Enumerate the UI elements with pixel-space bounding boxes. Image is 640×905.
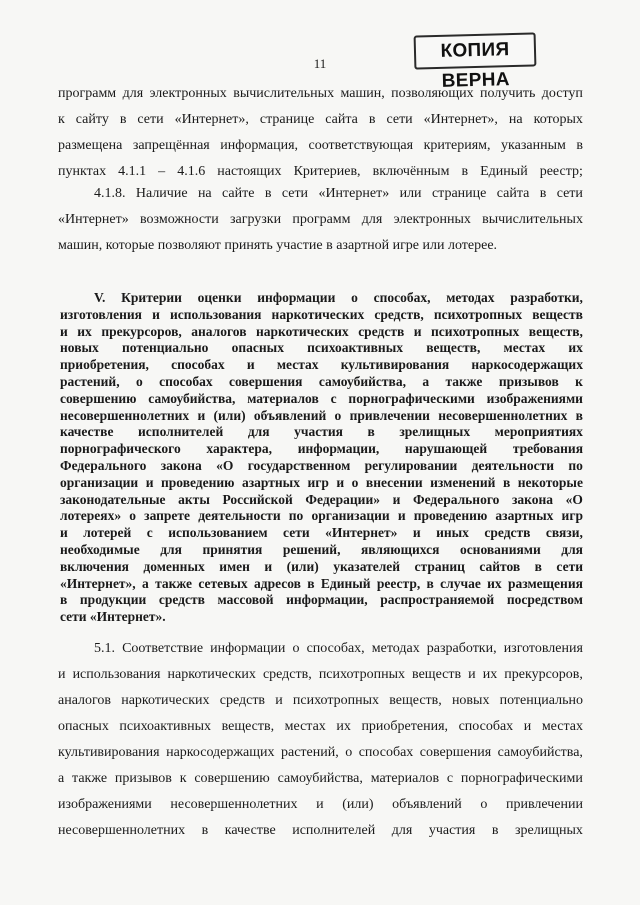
text-line: и использования наркотических средств, психотропных веществ и их прекурсоров, (58, 667, 583, 682)
text-line: несовершеннолетних в качестве исполнителей для участия в зрелищных (58, 823, 583, 838)
text-line: пунктах 4.1.1 – 4.1.6 настоящих Критериев, включённым в Единый реестр; (58, 164, 583, 179)
text-line: порнографического характера, информации, нарушающей требования (60, 441, 583, 457)
text-line: программ для электронных вычислительных машин, позволяющих получить доступ (58, 86, 583, 101)
text-line: культивирования наркосодержащих растений, о способах совершения самоубийства, (58, 745, 583, 760)
page-number: 11 (313, 56, 327, 71)
text-line: и лотерей с использованием сети «Интернет» и иных средств связи, (60, 525, 583, 541)
text-line: V. Критерии оценки информации о способах, методах разработки, (94, 290, 583, 305)
text-line: размещена запрещённая информация, соответствующая критериям, указанным в (58, 138, 583, 153)
text-line: а также призывов к совершению самоубийства, материалов с порнографическими (58, 771, 583, 786)
text-line: машин, которые позволяют принять участие в азартной игре или лотерее. (58, 238, 498, 253)
text-line: новых потенциально опасных психоактивных веществ, местах их (60, 340, 583, 356)
text-line: 5.1. Соответствие информации о способах, методах разработки, изготовления (94, 641, 583, 656)
text-line: приобретения, способах и местах культивирования наркосодержащих (60, 357, 583, 373)
text-line: растений, о способах совершения самоубийства, а также призывов к (60, 374, 583, 389)
text-line: лотереях» о запрете деятельности по организации и проведению азартных игр (60, 508, 583, 524)
text-line: в продукции средств массовой информации, распространяемой посредством (60, 592, 583, 608)
text-line: изготовления и использования наркотических средств, психотропных веществ (60, 306, 583, 322)
text-line: совершению самоубийства, материалов с порнографическими изображениями (60, 390, 583, 406)
text-line: организации и проведению азартных игр и о внесении изменений в некоторые (60, 474, 583, 490)
text-line: включения доменных имен и (или) указателей страниц сайтов в сети (60, 558, 583, 574)
text-line: сети «Интернет». (60, 609, 166, 625)
text-line: изображениями несовершеннолетних и (или) объявлений о привлечении (58, 797, 583, 812)
certified-copy-stamp: КОПИЯ ВЕРНА (414, 32, 537, 69)
text-line: Федерального закона «О государственном регулировании деятельности по (60, 458, 583, 473)
text-line: 4.1.8. Наличие на сайте в сети «Интернет» или странице сайта в сети (94, 186, 583, 201)
text-line: законодательные акты Российской Федерации» и Федерального закона «О (60, 491, 583, 507)
text-line: «Интернет», а также сетевых адресов в Единый реестр, в случае их размещения (60, 575, 583, 591)
text-line: аналогов наркотических средств и психотропных веществ, новых потенциально (58, 693, 583, 708)
text-line: несовершеннолетних и (или) объявлений о привлечении несовершеннолетних в (60, 407, 583, 423)
text-line: и их прекурсоров, аналогов наркотических средств и психотропных веществ, (60, 323, 583, 339)
text-line: опасных психоактивных веществ, местах их приобретения, способах и местах (58, 719, 583, 734)
text-line: качестве исполнителей для участия в зрелищных мероприятиях (60, 424, 583, 440)
text-line: необходимые для принятия решений, являющихся основаниями для (60, 542, 583, 557)
text-line: «Интернет» возможности загрузки программ для электронных вычислительных (58, 212, 583, 227)
text-line: к сайту в сети «Интернет», странице сайта в сети «Интернет», на которых (58, 112, 583, 127)
